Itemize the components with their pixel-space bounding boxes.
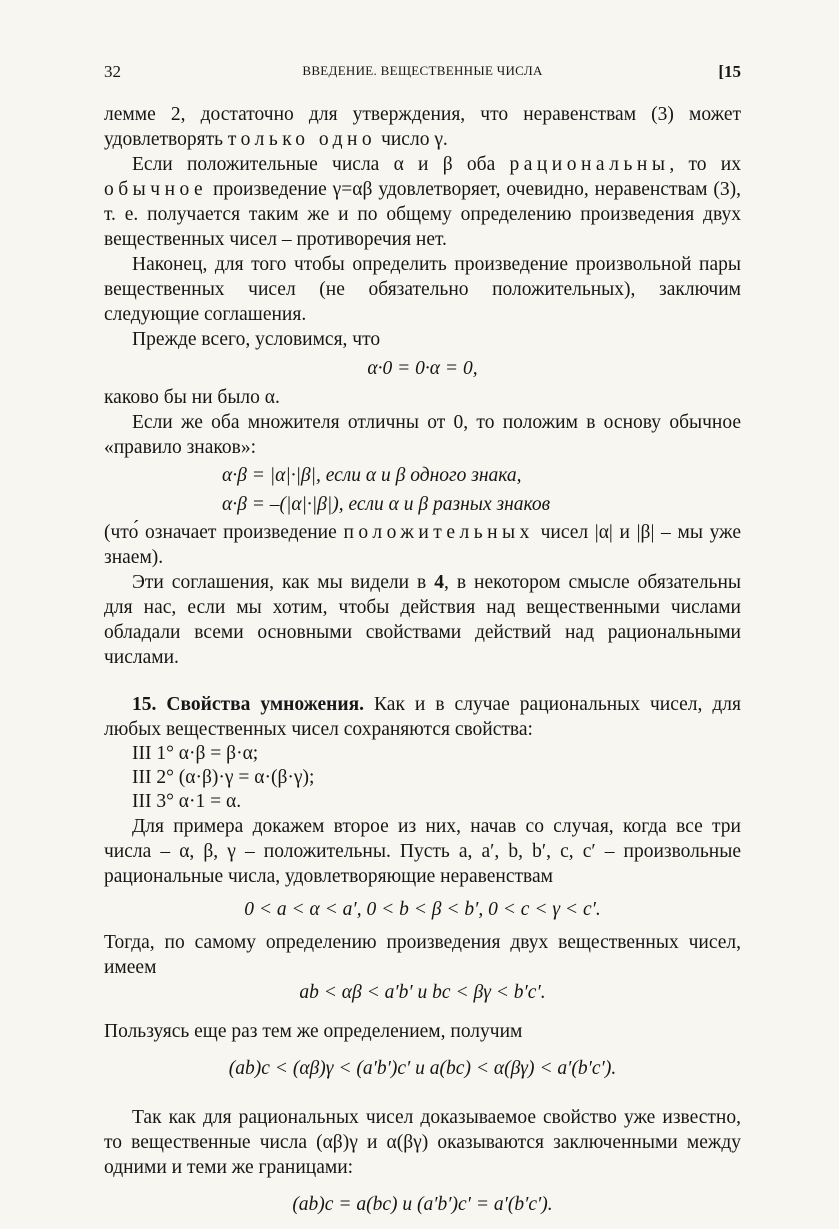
text: произведение γ=αβ удовлетворяет, очевидно, неравенствам (3), т. е. получается таким же и по общему определению произведения двух вещественных чисел – противоречия нет.: [104, 179, 741, 250]
paragraph-11: Пользуясь еще раз тем же определением, получим: [104, 1021, 523, 1042]
property-1: III 1° α·β = β·α;: [132, 743, 259, 764]
text: чисел |α| и |β| – мы уже знаем).: [104, 522, 742, 568]
property-3: III 3° α·1 = α.: [132, 791, 242, 812]
spaced-emphasis: обычное: [104, 179, 208, 200]
section-reference: [15: [718, 62, 741, 81]
text: Как и в случае рациональных чисел, для любых вещественных чисел сохраняются свойства:: [104, 694, 742, 740]
paragraph-10: Тогда, по самому определению произведения двух вещественных чисел, имеем: [104, 932, 741, 978]
running-title: ВВЕДЕНИЕ. ВЕЩЕСТВЕННЫЕ ЧИСЛА: [302, 63, 543, 78]
formula-zero-product: α·0 = 0·α = 0,: [367, 358, 478, 379]
text: Если положительные числа α и β оба: [132, 154, 510, 175]
paragraph-2: [104, 152, 741, 252]
paragraph-12: Так как для рациональных чисел доказываемое свойство уже известно, то вещественные числа (αβ)γ и α(βγ) оказываются заключенными между одними и теми же границами:: [104, 1107, 741, 1178]
text: лемме 2, достаточно для утверждения, что неравенствам (3) может удовлетворять: [104, 104, 741, 150]
paragraph-5: каково бы ни было α.: [104, 387, 280, 408]
section-link: 4: [434, 572, 444, 593]
formula-same-sign: α·β = |α|·|β|, если α и β одного знака,: [222, 465, 522, 486]
spaced-emphasis: только одно: [227, 129, 377, 150]
section-heading: 15. Свойства умножения.: [132, 694, 365, 715]
text: , в некотором смысле обязательны для нас, если мы хотим, чтобы действия над вещественными числами обладали всеми основными свойствами действий над рациональными числами.: [104, 572, 741, 668]
text: (что́ означает произведение: [104, 522, 344, 543]
formula-inequalities: 0 < a < α < a′, 0 < b < β < b′, 0 < c < γ < c′.: [244, 899, 601, 920]
paragraph-7: [104, 520, 741, 570]
paragraph-6: Если же оба множителя отличны от 0, то положим в основу обычное «правило знаков»:: [104, 412, 741, 458]
property-2: III 2° (α·β)·γ = α·(β·γ);: [132, 767, 315, 788]
section-15-intro: [104, 692, 741, 742]
formula-equality: (ab)c = a(bc) и (a′b′)c′ = a′(b′c′).: [292, 1194, 553, 1215]
paragraph-8: [104, 570, 741, 670]
page-header: [104, 62, 741, 90]
spaced-emphasis: положительных: [343, 522, 534, 543]
formula-triple-products: (ab)c < (αβ)γ < (a′b′)c′ и a(bc) < α(βγ) < a′(b′c′).: [228, 1058, 617, 1079]
page-number: 32: [104, 62, 121, 81]
formula-products: ab < αβ < a′b′ и bc < βγ < b′c′.: [299, 982, 546, 1003]
formula-different-sign: α·β = –(|α|·|β|), если α и β разных знаков: [222, 494, 551, 515]
text: Эти соглашения, как мы видели в: [132, 572, 435, 593]
paragraph-9: Для примера докажем второе из них, начав со случая, когда все три числа – α, β, γ – положительны. Пусть a, a′, b, b′, c, c′ – произвольные рациональные числа, удовлетворяющие неравенствам: [104, 816, 741, 887]
text: число γ.: [376, 129, 448, 150]
paragraph-4: Прежде всего, условимся, что: [132, 329, 381, 350]
text: , то их: [669, 154, 741, 175]
spaced-emphasis: рациональны: [509, 154, 670, 175]
paragraph-3: Наконец, для того чтобы определить произведение произвольной пары вещественных чисел (не обязательно положительных), заключим следующие соглашения.: [104, 254, 741, 325]
book-page: [104, 62, 741, 1229]
paragraph-1: [104, 102, 741, 152]
